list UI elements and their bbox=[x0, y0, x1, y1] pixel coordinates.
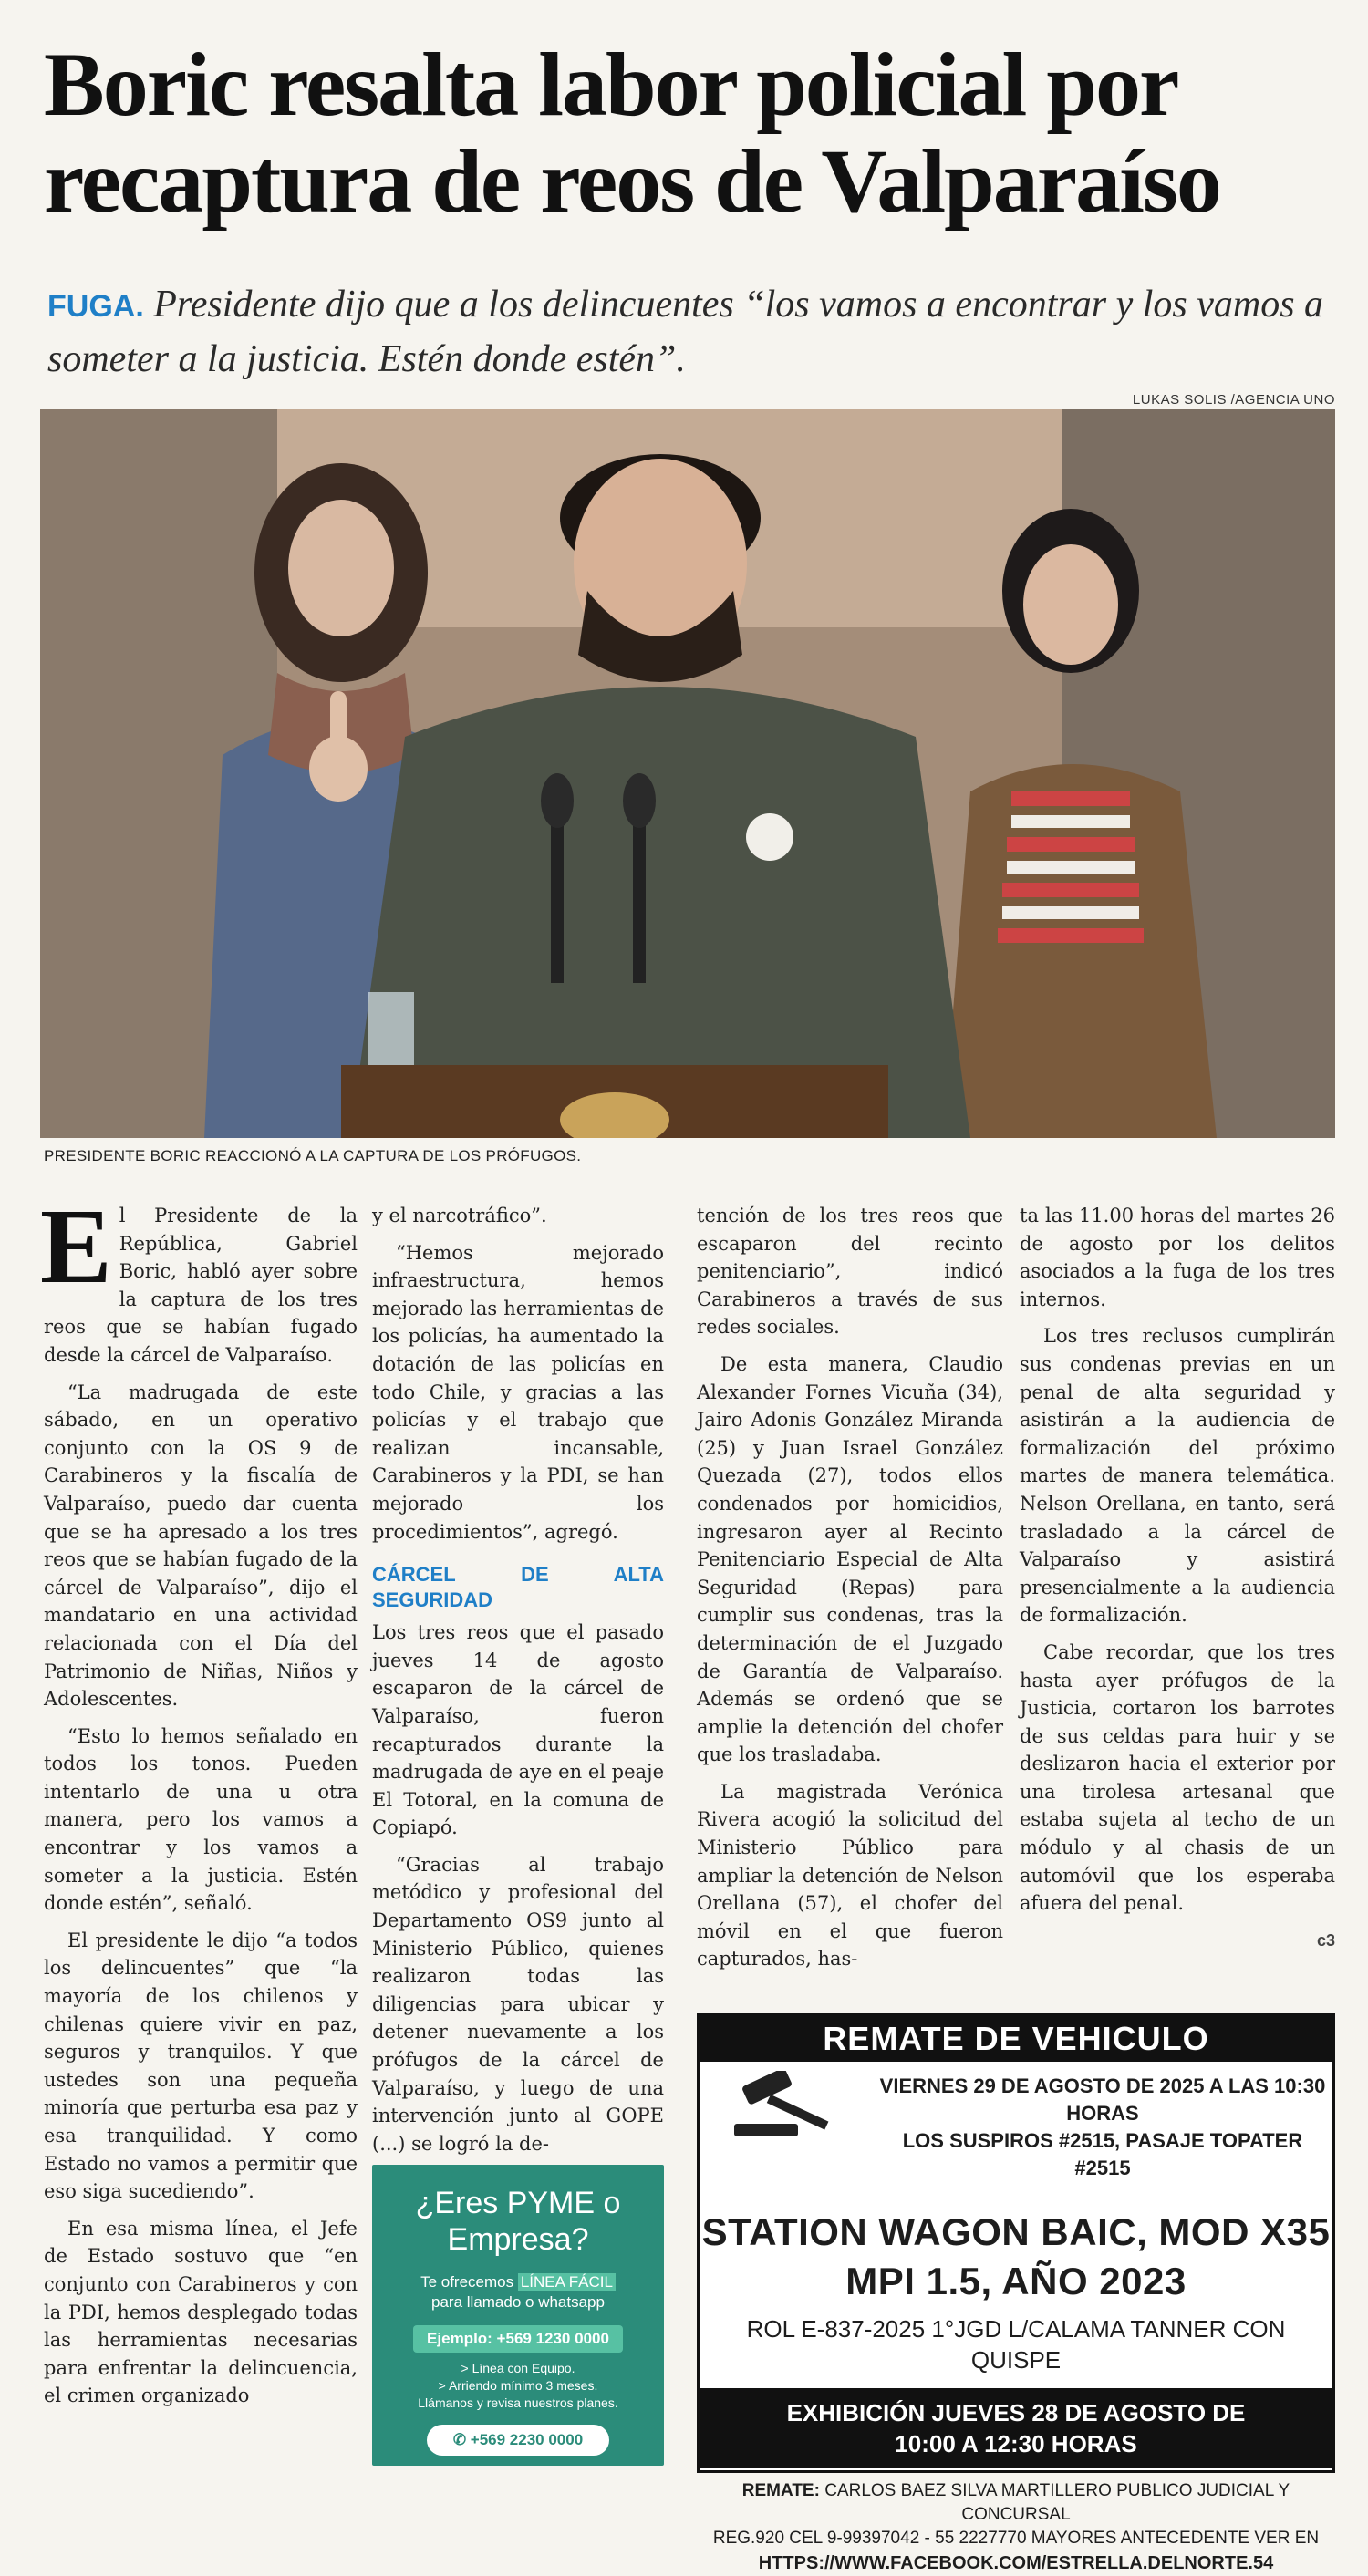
paragraph: En esa misma línea, el Jefe de Estado sostuvo que “en conjunto con Carabineros y con la PDI, hemos desplegado todas las herramientas necesarias para enfrentar la delincuencia, el crimen organizado bbox=[44, 2217, 358, 2407]
paragraph: ta las 11.00 horas del martes 26 de agosto por los delitos asociados a la fuga de los tres internos. bbox=[1020, 1205, 1335, 1310]
auction-auctioneer-label: REMATE: bbox=[741, 2481, 820, 2500]
kicker: FUGA. bbox=[47, 289, 144, 324]
paragraph: “Hemos mejorado infraestructura, hemos mejorado las herramientas de los policías, ha aumentado la dotación de las policías en todo Chile, y gracias a las policías y el trabajo que realizan incansable, Carabineros y la PDI, se han mejorado los procedimientos”, agregó. bbox=[372, 1241, 664, 1543]
lead-line-1: Presidente dijo que a los delincuentes “los vamos a encontrar y los vamos a bbox=[153, 284, 1324, 326]
paragraph: Cabe recordar, que los tres hasta ayer prófugos de la Justicia, cortaron los barrotes de sus celdas para huir y se deslizaron hacia el exterior por una tirolesa artesanal que estaba sujeta al techo de un módulo y al chasis de un automóvil que los esperaba afuera del penal. bbox=[1020, 1640, 1335, 1915]
pyme-offer-text: Te ofrecemos bbox=[420, 2273, 518, 2291]
lead-line-2: someter a la justicia. Estén donde estén”. bbox=[47, 338, 686, 380]
paragraph: “La madrugada de este sábado, en un operativo conjunto con la OS 9 de Carabineros y la fiscalía de Valparaíso, puedo dar cuenta que se ha apresado a los tres reos que se habían fugado de la cárcel de Valparaíso”, dijo el mandatario en una actividad relacionada con el Día del Patrimonio de Niñas, Niños y Adolescentes. bbox=[44, 1381, 358, 1711]
paragraph: “Esto lo hemos señalado en todos los tonos. Pueden intentarlo de una u otra manera, pero los vamos a encontrar y los vamos a someter a la justicia. Estén donde estén”, señaló. bbox=[44, 1724, 358, 1915]
article-column-2 bbox=[372, 1202, 664, 2167]
auction-vehicle bbox=[700, 2208, 1332, 2306]
whatsapp-icon: ✆ bbox=[452, 2431, 467, 2448]
paragraph: y el narcotráfico”. bbox=[372, 1205, 547, 1226]
article-column-3 bbox=[697, 1202, 1003, 1982]
paragraph: “Gracias al trabajo metódico y profesional del Departamento OS9 junto al Ministerio Público, quienes realizaron todas las diligencias para ubicar y detener nuevamente a los prófugos de la cárcel de Valparaíso, y luego de una intervención junto al GOPE (...) se logró la de- bbox=[372, 1853, 664, 2155]
lead bbox=[47, 278, 1324, 386]
headline bbox=[44, 36, 1321, 230]
paragraph: El presidente le dijo “a todos los delincuentes” que “la mayoría de los chilenos y chilenas quiere vivir en paz, seguros y tranquilos. Y que ustedes son una pequeña minoría que perturba esa paz y esa tranquilidad. Y como Estado no vamos a permitir que eso siga sucediendo”. bbox=[44, 1929, 358, 2203]
dropcap: E bbox=[40, 1186, 112, 1306]
auction-ad bbox=[697, 2013, 1335, 2573]
photo-caption: PRESIDENTE BORIC REACCIONÓ A LA CAPTURA DE LOS PRÓFUGOS. bbox=[44, 1147, 582, 1164]
auction-exhibition-line-1: EXHIBICIÓN JUEVES 28 DE AGOSTO DE bbox=[786, 2399, 1246, 2426]
auction-vehicle-line-1: STATION WAGON BAIC, MOD X35 bbox=[701, 2210, 1331, 2253]
pyme-title bbox=[372, 2185, 664, 2258]
paragraph: l Presidente de la República, Gabriel Boric, habló ayer sobre la captura de los tres reos que se habían fugado desde la cárcel de Valparaíso. bbox=[44, 1205, 358, 1366]
pyme-phone-number: +569 2230 0000 bbox=[470, 2431, 584, 2448]
end-mark: c3 bbox=[1316, 1930, 1335, 1950]
article-column-1 bbox=[40, 1186, 358, 2419]
auction-exhibition-line-2: 10:00 A 12:30 HORAS bbox=[895, 2430, 1137, 2457]
article-column-4 bbox=[1020, 1202, 1335, 1954]
paragraph: De esta manera, Claudio Alexander Fornes Vicuña (34), Jairo Adonis González Miranda (25) y Juan Israel González Quezada (27), todos ellos condenados por homicidios, ingresaron ayer al Recinto Penitenciario Especial de Alta Seguridad (Repas) para cumplir sus condenas, tras la determinación de el Juzgado de Garantía de Valparaíso. Además se ordenó que se amplie la detención del chofer que los trasladaba. bbox=[697, 1352, 1003, 1766]
pyme-example-phone: Ejemplo: +569 1230 0000 bbox=[413, 2325, 623, 2353]
auction-date-line: VIERNES 29 DE AGOSTO DE 2025 A LAS 10:30 HORAS bbox=[879, 2074, 1326, 2125]
auction-vehicle-line-2: MPI 1.5, AÑO 2023 bbox=[845, 2260, 1187, 2302]
pyme-bullet: > Línea con Equipo. bbox=[461, 2361, 575, 2375]
pyme-offer-text-2: para llamado o whatsapp bbox=[431, 2293, 605, 2311]
auction-auctioneer bbox=[700, 2479, 1332, 2550]
pyme-bullet: Llámanos y revisa nuestros planes. bbox=[418, 2395, 618, 2410]
headline-line-2: recaptura de reos de Valparaíso bbox=[44, 130, 1220, 232]
auction-title: REMATE DE VEHICULO bbox=[700, 2016, 1332, 2062]
auction-exhibition bbox=[700, 2388, 1332, 2468]
paragraph: Los tres reclusos cumplirán sus condenas previas en un penal de alta seguridad y asistirán a la audiencia de formalización del próximo martes de manera telemática. Nelson Orellana, en tanto, será trasladado a la cárcel de Valparaíso y asistirá presencialmente a la audiencia de formalización. bbox=[1020, 1325, 1335, 1627]
paragraph: La magistrada Verónica Rivera acogió la solicitud del Ministerio Público para ampliar la detención de Nelson Orellana (57), el chofer del móvil en el que fueron capturados, has- bbox=[697, 1780, 1003, 1971]
auction-rol: ROL E-837-2025 1°JGD L/CALAMA TANNER CON QUISPE bbox=[746, 2315, 1286, 2374]
pyme-bullets bbox=[372, 2360, 664, 2412]
pyme-offer-highlight: LÍNEA FÁCIL bbox=[518, 2273, 616, 2291]
paragraph: tención de los tres reos que escaparon del recinto penitenciario”, indicó Carabineros a través de sus redes sociales. bbox=[697, 1205, 1003, 1339]
auction-address-line: LOS SUSPIROS #2515, PASAJE TOPATER #2515 bbox=[902, 2129, 1303, 2179]
paragraph: Los tres reos que el pasado jueves 14 de agosto escaparon de la cárcel de Valparaíso, fueron recapturados durante la madrugada de aye en el peaje El Totoral, en la comuna de Copiapó. bbox=[372, 1621, 664, 1839]
pyme-bullet: > Arriendo mínimo 3 meses. bbox=[438, 2378, 598, 2393]
pyme-title-line-1: ¿Eres PYME o bbox=[415, 2186, 621, 2220]
pyme-whatsapp-phone[interactable] bbox=[427, 2425, 609, 2456]
auction-auctioneer-name: CARLOS BAEZ SILVA MARTILLERO PUBLICO JUDICIAL Y CONCURSAL bbox=[819, 2481, 1290, 2524]
photo-credit: LUKAS SOLIS /AGENCIA UNO bbox=[1132, 392, 1335, 408]
pyme-title-line-2: Empresa? bbox=[447, 2222, 589, 2257]
auction-url[interactable]: HTTPS://WWW.FACEBOOK.COM/ESTRELLA.DELNORTE.54 bbox=[758, 2553, 1274, 2573]
main-photo bbox=[40, 409, 1335, 1138]
auction-auctioneer-contact: REG.920 CEL 9-99397042 - 55 2227770 MAYORES ANTECEDENTE VER EN bbox=[712, 2529, 1320, 2548]
section-subhead: CÁRCEL DE ALTA SEGURIDAD bbox=[372, 1563, 664, 1612]
pyme-ad[interactable] bbox=[372, 2165, 664, 2466]
gavel-icon bbox=[727, 2071, 845, 2144]
pyme-offer bbox=[372, 2272, 664, 2312]
headline-line-1: Boric resalta labor policial por bbox=[44, 34, 1178, 135]
